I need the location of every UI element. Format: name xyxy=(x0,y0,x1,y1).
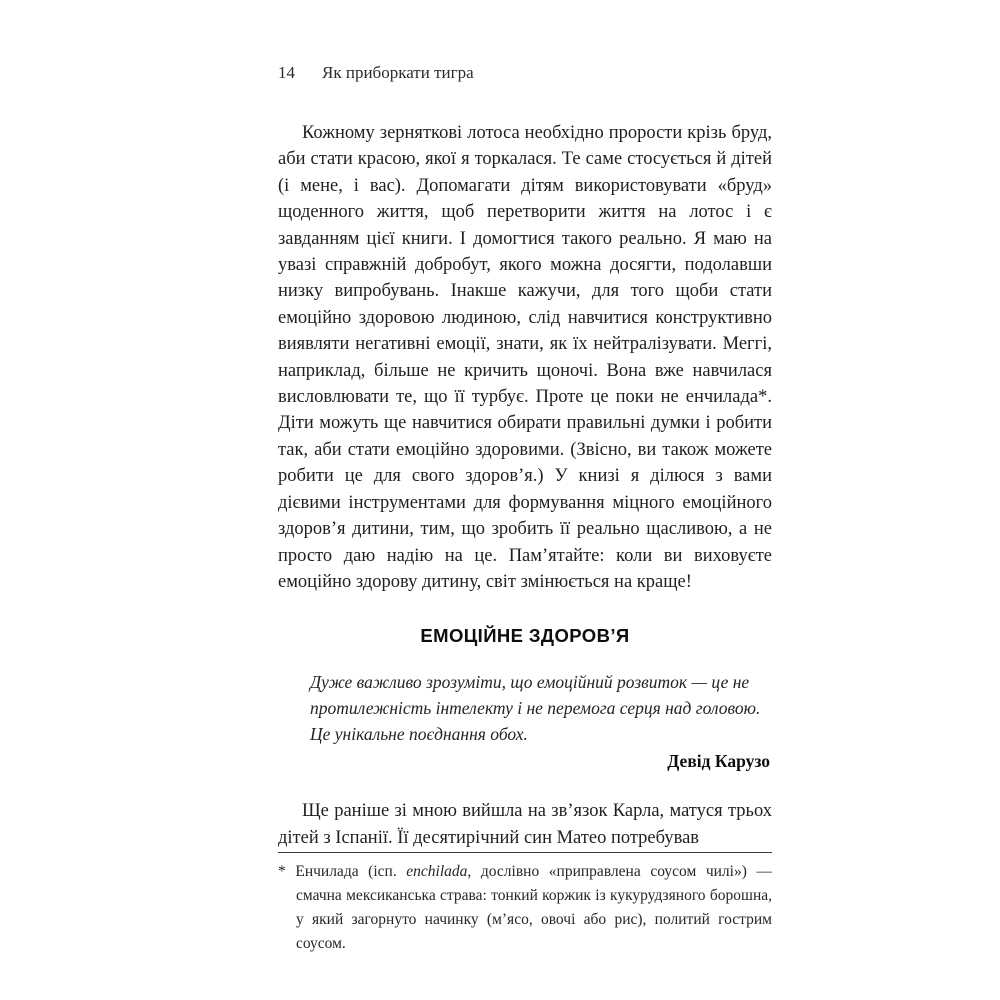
body-paragraph-1: Кожному зерняткові лотоса необхідно прорости крізь бруд, аби стати красою, якої я торкалася. Те саме стосується й дітей (і мене, і вас). Допомагати дітям використовувати «бруд» щоденного життя, щоб перетворити життя на лотос і є завданням цієї книги. І домогтися такого реально. Я маю на увазі справжній добробут, якого можна досягти, подолавши низку випробувань. Інакше кажучи, для того щоби стати емоційно здоровою людиною, слід навчитися конструктивно виявляти негативні емоції, знати, як їх нейтралізувати. Меггі, наприклад, більше не кричить щоночі. Вона вже навчилася висловлювати те, що її турбує. Проте це поки не енчилада*. Діти можуть ще навчитися обирати правильні думки і робити так, аби стати емоційно здоровими. (Звісно, ви також можете робити це для свого здоров’я.) У книзі я ділюся з вами дієвими інструментами для формування міцного емоційного здоров’я дитини, тим, що зробить її реально щасливою, а не просто даю надію на це. Пам’ятайте: коли ви виховуєте емоційно здорову дитину, світ змінюється на краще! xyxy=(278,123,772,592)
footnote-divider xyxy=(278,852,772,853)
footnote-text xyxy=(278,860,772,956)
footnote-part-2: , дослівно «приправлена соусом чилі») — смачна мексиканська страва: тонкий коржик із кукурудзяного борошна, у який загорнуто начинку (м’ясо, овочі або рис), политий гострим соусом. xyxy=(296,863,772,952)
footnote-italic-term: enchilada xyxy=(406,863,468,880)
footnote-area xyxy=(278,852,772,956)
body-paragraph-2: Ще раніше зі мною вийшла на зв’язок Карла, матуся трьох дітей з Іспанії. Її десятирічний син Матео потребував xyxy=(278,801,772,848)
text-column xyxy=(278,120,772,851)
footnote-part-1: * Енчилада (ісп. xyxy=(278,863,407,880)
page-header xyxy=(278,63,474,83)
epigraph-block xyxy=(278,669,772,772)
epigraph-quote: Дуже важливо зрозуміти, що емоційний розвиток — це не протилежність інтелекту і не перемога серця над головою. Це унікальне поєднання обох. xyxy=(310,672,761,745)
page-number: 14 xyxy=(278,63,295,82)
running-title: Як приборкати тигра xyxy=(322,63,474,82)
section-heading: ЕМОЦІЙНЕ ЗДОРОВ’Я xyxy=(420,625,630,647)
epigraph-attribution: Девід Карузо xyxy=(667,751,770,772)
